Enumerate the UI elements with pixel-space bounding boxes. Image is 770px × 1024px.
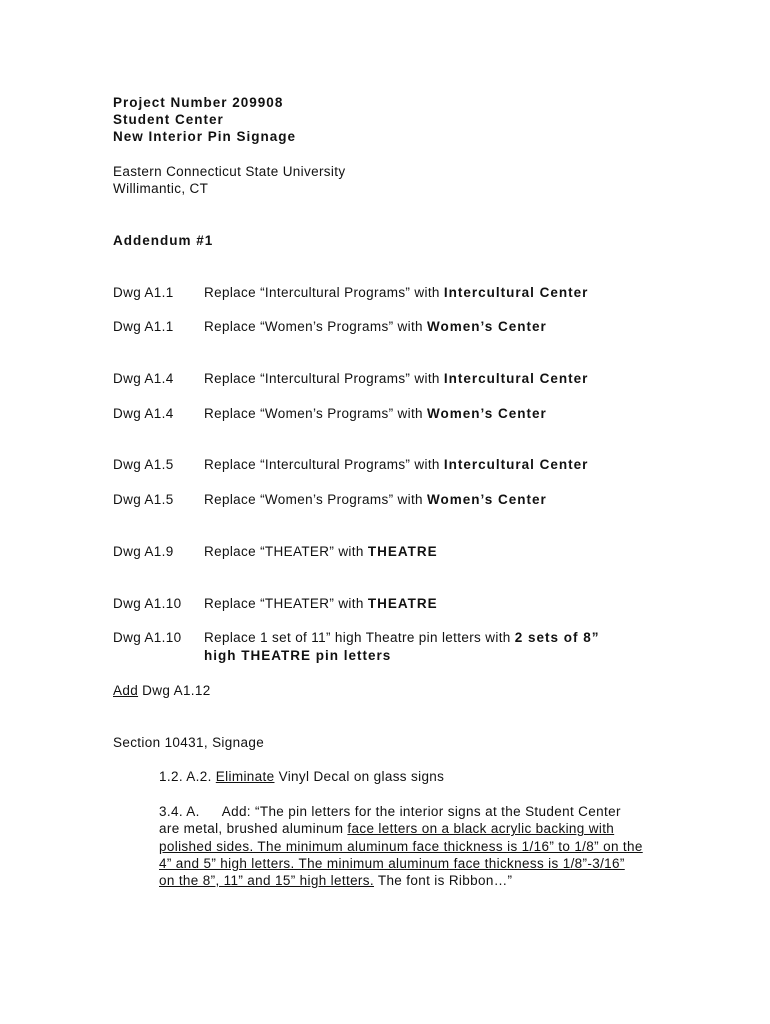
project-title: New Interior Pin Signage xyxy=(113,129,297,144)
section-title: Section 10431, Signage xyxy=(113,735,265,750)
section-item-1 xyxy=(159,768,444,785)
item-text: Replace “THEATER” with xyxy=(204,544,368,559)
add-label: Add xyxy=(113,683,139,698)
item-drawing-ref: Dwg A1.4 xyxy=(113,406,174,421)
item-description xyxy=(204,456,588,473)
item-description xyxy=(204,318,547,335)
item-drawing-ref: Dwg A1.5 xyxy=(113,457,174,472)
section-item-number: 1.2. A.2. xyxy=(159,769,216,784)
item-replacement: Intercultural Center xyxy=(443,371,589,386)
item-description xyxy=(204,629,600,646)
item-replacement: Women’s Center xyxy=(427,319,547,334)
section-item-underlined-text: face letters on a black acrylic backing with polished sides. The minimum aluminum face thickness is 1/16” to 1/8” on the 4” and 5” high letters. The minimum aluminum face thickness is 1/8”-3/16” on the 8”, 11” and 15” high letters. xyxy=(159,821,643,889)
item-text: Replace “Women’s Programs” with xyxy=(204,319,428,334)
item-replacement: 2 sets of 8” xyxy=(514,630,600,645)
institution-name: Eastern Connecticut State University xyxy=(113,164,346,179)
item-description xyxy=(204,405,547,422)
section-item-text: Add: “The pin letters for the interior signs at the Student Center are metal, brushed aluminum xyxy=(159,804,621,837)
section-item-2 xyxy=(159,803,643,889)
item-text: Replace “THEATER” with xyxy=(204,596,368,611)
item-description xyxy=(204,370,588,387)
item-text: Replace 1 set of 11” high Theatre pin letters with xyxy=(204,630,515,645)
item-replacement: Women’s Center xyxy=(427,492,547,507)
item-drawing-ref: Dwg A1.9 xyxy=(113,544,174,559)
section-item-keyword: Eliminate xyxy=(215,769,275,784)
addendum-title: Addendum #1 xyxy=(113,233,214,248)
section-item-tail: The font is Ribbon…” xyxy=(373,873,513,889)
item-text: Replace “Intercultural Programs” with xyxy=(204,371,444,386)
item-replacement: Women’s Center xyxy=(427,406,547,421)
add-drawing-note xyxy=(113,682,211,699)
item-text: Replace “Women’s Programs” with xyxy=(204,406,428,421)
item-text: Replace “Intercultural Programs” with xyxy=(204,457,444,472)
item-replacement-continued: high THEATRE pin letters xyxy=(204,648,392,663)
item-description xyxy=(204,543,438,560)
item-drawing-ref: Dwg A1.1 xyxy=(113,319,174,334)
section-item-number: 3.4. A. xyxy=(159,804,200,819)
item-text: Replace “Intercultural Programs” with xyxy=(204,285,444,300)
item-description xyxy=(204,595,438,612)
section-item-text: Vinyl Decal on glass signs xyxy=(274,769,445,784)
item-drawing-ref: Dwg A1.10 xyxy=(113,630,182,645)
item-description xyxy=(204,491,547,508)
item-replacement: THEATRE xyxy=(367,544,438,559)
item-replacement: Intercultural Center xyxy=(443,457,589,472)
item-description xyxy=(204,284,588,301)
item-drawing-ref: Dwg A1.10 xyxy=(113,596,182,611)
item-drawing-ref: Dwg A1.1 xyxy=(113,285,174,300)
item-replacement: THEATRE xyxy=(367,596,438,611)
item-drawing-ref: Dwg A1.5 xyxy=(113,492,174,507)
location: Willimantic, CT xyxy=(113,181,209,196)
project-number: Project Number 209908 xyxy=(113,95,284,110)
item-drawing-ref: Dwg A1.4 xyxy=(113,371,174,386)
item-text: Replace “Women’s Programs” with xyxy=(204,492,428,507)
building-name: Student Center xyxy=(113,112,224,127)
item-replacement: Intercultural Center xyxy=(443,285,589,300)
add-drawing-ref: Dwg A1.12 xyxy=(138,683,211,698)
